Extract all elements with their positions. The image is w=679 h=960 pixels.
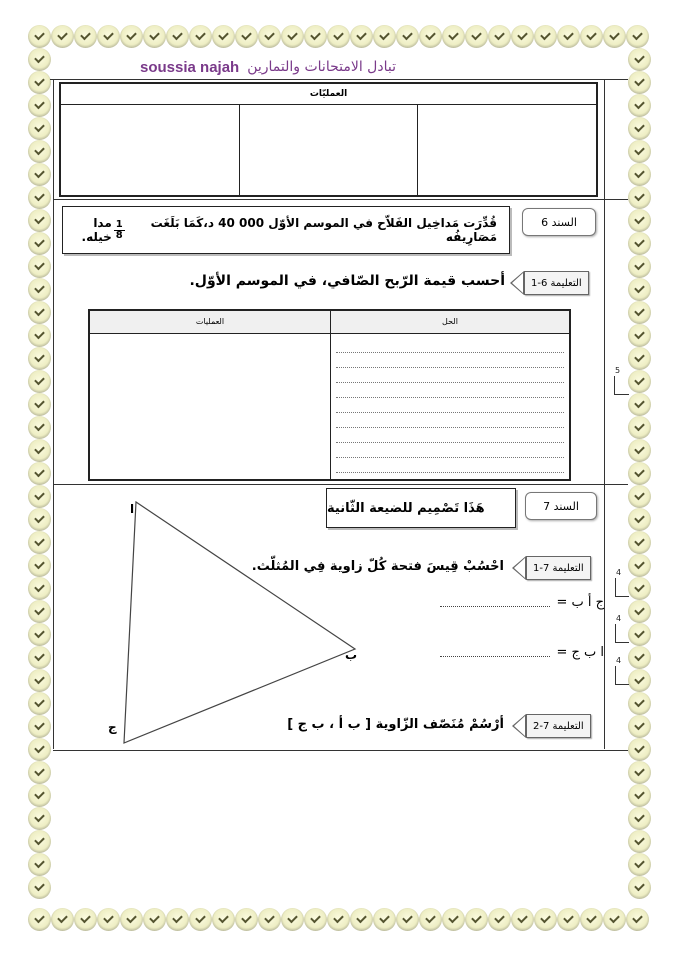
border-coin-icon: [628, 669, 651, 692]
solution-area[interactable]: [331, 334, 569, 473]
border-coin-icon: [628, 209, 651, 232]
answer-line[interactable]: [336, 353, 564, 368]
border-coin-icon: [350, 25, 373, 48]
task7-2-text: أرْسُمْ مُنَصّف الزّاوية [ ب أ ، ب ج ]: [287, 717, 504, 732]
border-coin-icon: [373, 25, 396, 48]
border-coin-icon: [28, 908, 51, 931]
page-header: [140, 56, 460, 78]
decorative-border-bottom: [28, 908, 649, 931]
border-coin-icon: [258, 908, 281, 931]
border-coin-icon: [626, 908, 649, 931]
border-coin-icon: [74, 25, 97, 48]
border-coin-icon: [327, 25, 350, 48]
border-coin-icon: [28, 853, 51, 876]
border-coin-icon: [557, 25, 580, 48]
answer-line[interactable]: [336, 428, 564, 443]
border-coin-icon: [327, 908, 350, 931]
border-coin-icon: [511, 908, 534, 931]
border-coin-icon: [628, 577, 651, 600]
score-mark: 4: [616, 656, 622, 665]
decorative-border-right: [628, 48, 651, 899]
border-coin-icon: [212, 908, 235, 931]
operations-table-header: العمليّات: [61, 84, 596, 105]
score-bracket: [615, 666, 629, 685]
border-coin-icon: [28, 577, 51, 600]
border-coin-icon: [28, 692, 51, 715]
fraction: [114, 220, 125, 241]
border-coin-icon: [373, 908, 396, 931]
border-coin-icon: [28, 94, 51, 117]
border-coin-icon: [628, 439, 651, 462]
border-coin-icon: [628, 830, 651, 853]
border-coin-icon: [628, 370, 651, 393]
border-coin-icon: [28, 784, 51, 807]
border-coin-icon: [465, 908, 488, 931]
vertex-label-c: ج: [108, 720, 117, 734]
border-coin-icon: [603, 908, 626, 931]
answer-line[interactable]: [336, 458, 564, 473]
border-coin-icon: [28, 71, 51, 94]
border-coin-icon: [488, 908, 511, 931]
angle-input[interactable]: [440, 598, 550, 607]
task7-1-text: احْسُبْ قِيسَ فتحة كُلّ زاوية فِي المُثلّث.: [251, 559, 504, 574]
sanad6-label: السند 6: [522, 208, 596, 236]
border-coin-icon: [28, 830, 51, 853]
border-coin-icon: [281, 908, 304, 931]
operations-table: [59, 82, 598, 197]
border-coin-icon: [628, 347, 651, 370]
section-divider-3: [53, 750, 628, 751]
sanad6-text: قُدِّرَت مَداخِيل الفَلاّح في الموسم الأوّل 000 40 د،كَمَا بَلَغَت مَصَارِيفُه: [150, 216, 497, 244]
border-coin-icon: [28, 531, 51, 554]
operations-area[interactable]: [90, 334, 330, 479]
answer-line[interactable]: [336, 368, 564, 383]
border-coin-icon: [628, 692, 651, 715]
border-coin-icon: [628, 462, 651, 485]
border-coin-icon: [74, 908, 97, 931]
border-coin-icon: [28, 278, 51, 301]
border-coin-icon: [28, 761, 51, 784]
answer-line[interactable]: [336, 338, 564, 353]
border-coin-icon: [189, 25, 212, 48]
border-coin-icon: [235, 908, 258, 931]
border-coin-icon: [628, 738, 651, 761]
border-coin-icon: [628, 761, 651, 784]
border-coin-icon: [28, 209, 51, 232]
score-mark: 5: [615, 366, 621, 375]
border-coin-icon: [628, 784, 651, 807]
border-coin-icon: [511, 25, 534, 48]
tag-arrow-icon: [512, 556, 526, 580]
border-coin-icon: [28, 738, 51, 761]
border-coin-icon: [442, 908, 465, 931]
border-coin-icon: [166, 25, 189, 48]
border-coin-icon: [28, 25, 51, 48]
border-coin-icon: [628, 48, 651, 71]
decorative-border-top: [28, 25, 649, 48]
task7-1-tag: [512, 556, 591, 580]
border-coin-icon: [28, 370, 51, 393]
border-coin-icon: [304, 908, 327, 931]
border-coin-icon: [28, 48, 51, 71]
border-coin-icon: [51, 908, 74, 931]
border-coin-icon: [166, 908, 189, 931]
border-coin-icon: [628, 646, 651, 669]
border-coin-icon: [603, 25, 626, 48]
operations-cell[interactable]: [61, 105, 239, 195]
border-coin-icon: [396, 908, 419, 931]
border-coin-icon: [97, 908, 120, 931]
border-coin-icon: [350, 908, 373, 931]
angle-input[interactable]: [440, 648, 550, 657]
task7-1-label: التعليمة 7-1: [526, 556, 591, 580]
border-coin-icon: [419, 25, 442, 48]
border-coin-icon: [419, 908, 442, 931]
border-coin-icon: [534, 25, 557, 48]
border-coin-icon: [628, 301, 651, 324]
border-coin-icon: [304, 25, 327, 48]
border-coin-icon: [28, 508, 51, 531]
border-coin-icon: [557, 908, 580, 931]
border-coin-icon: [628, 186, 651, 209]
border-coin-icon: [28, 347, 51, 370]
solution-table-header-solution: الحل: [331, 311, 569, 334]
border-coin-icon: [465, 25, 488, 48]
border-coin-icon: [51, 25, 74, 48]
border-coin-icon: [628, 554, 651, 577]
score-mark: 4: [616, 568, 622, 577]
border-coin-icon: [28, 485, 51, 508]
task7-2-tag: [512, 714, 591, 738]
operations-cell[interactable]: [239, 105, 418, 195]
sanad6-box: [62, 206, 510, 254]
answer-line[interactable]: [336, 383, 564, 398]
border-coin-icon: [396, 25, 419, 48]
border-coin-icon: [628, 255, 651, 278]
task6-1-tag: [510, 271, 589, 295]
border-coin-icon: [628, 623, 651, 646]
border-coin-icon: [28, 117, 51, 140]
fraction-numerator: 1: [115, 218, 123, 230]
border-coin-icon: [628, 140, 651, 163]
border-coin-icon: [628, 807, 651, 830]
border-coin-icon: [628, 715, 651, 738]
border-coin-icon: [28, 232, 51, 255]
border-coin-icon: [28, 439, 51, 462]
answer-line[interactable]: [336, 398, 564, 413]
angle-answer-1: [440, 595, 604, 610]
border-coin-icon: [143, 908, 166, 931]
frame-left-line: [53, 79, 54, 749]
border-coin-icon: [28, 416, 51, 439]
section-divider-2: [53, 484, 628, 485]
border-coin-icon: [28, 301, 51, 324]
border-coin-icon: [28, 324, 51, 347]
border-coin-icon: [28, 255, 51, 278]
border-coin-icon: [628, 853, 651, 876]
border-coin-icon: [28, 186, 51, 209]
border-coin-icon: [628, 876, 651, 899]
border-coin-icon: [628, 508, 651, 531]
border-coin-icon: [28, 600, 51, 623]
triangle-shape: [124, 502, 358, 743]
border-coin-icon: [442, 25, 465, 48]
border-coin-icon: [28, 876, 51, 899]
angle-label: ا ب ج =: [556, 645, 604, 660]
triangle-figure: [100, 495, 360, 750]
border-coin-icon: [281, 25, 304, 48]
border-coin-icon: [212, 25, 235, 48]
frame-right-line: [604, 79, 605, 749]
angle-answer-2: [440, 645, 604, 660]
border-coin-icon: [628, 163, 651, 186]
border-coin-icon: [488, 25, 511, 48]
border-coin-icon: [28, 462, 51, 485]
border-coin-icon: [626, 25, 649, 48]
sanad6-text-end: مدا خيله.: [81, 216, 112, 244]
score-bracket: [614, 376, 629, 395]
border-coin-icon: [628, 94, 651, 117]
score-bracket: [615, 624, 629, 643]
border-coin-icon: [628, 278, 651, 301]
task7-2-label: التعليمة 7-2: [526, 714, 591, 738]
section-divider-1: [53, 199, 628, 200]
border-coin-icon: [28, 669, 51, 692]
border-coin-icon: [580, 908, 603, 931]
border-coin-icon: [235, 25, 258, 48]
border-coin-icon: [628, 416, 651, 439]
frame-top-line: [50, 79, 628, 80]
sanad7-text: هَذَا تَصْمِيم للضيعة الثّانية: [327, 500, 485, 516]
border-coin-icon: [189, 908, 212, 931]
score-bracket: [615, 578, 629, 597]
border-coin-icon: [143, 25, 166, 48]
answer-line[interactable]: [336, 443, 564, 458]
border-coin-icon: [628, 324, 651, 347]
operations-cell[interactable]: [417, 105, 596, 195]
border-coin-icon: [628, 232, 651, 255]
border-coin-icon: [628, 393, 651, 416]
task6-1-label: التعليمة 6-1: [524, 271, 589, 295]
fraction-denominator: 8: [115, 229, 123, 241]
border-coin-icon: [120, 25, 143, 48]
border-coin-icon: [258, 25, 281, 48]
answer-line[interactable]: [336, 413, 564, 428]
border-coin-icon: [28, 807, 51, 830]
sanad7-label: السند 7: [525, 492, 597, 520]
border-coin-icon: [628, 485, 651, 508]
border-coin-icon: [28, 393, 51, 416]
border-coin-icon: [534, 908, 557, 931]
vertex-label-a: ا: [130, 502, 135, 516]
task6-1-text: أحسب قيمة الرّبح الصّافي، في الموسم الأوّل.: [189, 273, 505, 289]
border-coin-icon: [97, 25, 120, 48]
brand-name: soussia najah: [140, 58, 240, 76]
border-coin-icon: [628, 117, 651, 140]
border-coin-icon: [580, 25, 603, 48]
solution-table: [88, 309, 571, 481]
decorative-border-left: [28, 48, 51, 899]
border-coin-icon: [120, 908, 143, 931]
score-mark: 4: [616, 614, 622, 623]
border-coin-icon: [628, 600, 651, 623]
border-coin-icon: [28, 554, 51, 577]
border-coin-icon: [628, 71, 651, 94]
header-title: تبادل الامتحانات والتمارين: [247, 59, 396, 75]
border-coin-icon: [628, 531, 651, 554]
border-coin-icon: [28, 140, 51, 163]
border-coin-icon: [28, 646, 51, 669]
tag-arrow-icon: [510, 271, 524, 295]
tag-arrow-icon: [512, 714, 526, 738]
border-coin-icon: [28, 715, 51, 738]
border-coin-icon: [28, 163, 51, 186]
angle-label: ج أ ب =: [556, 595, 604, 610]
solution-table-header-operations: العمليات: [90, 311, 330, 334]
vertex-label-b: ب: [345, 648, 358, 662]
border-coin-icon: [28, 623, 51, 646]
